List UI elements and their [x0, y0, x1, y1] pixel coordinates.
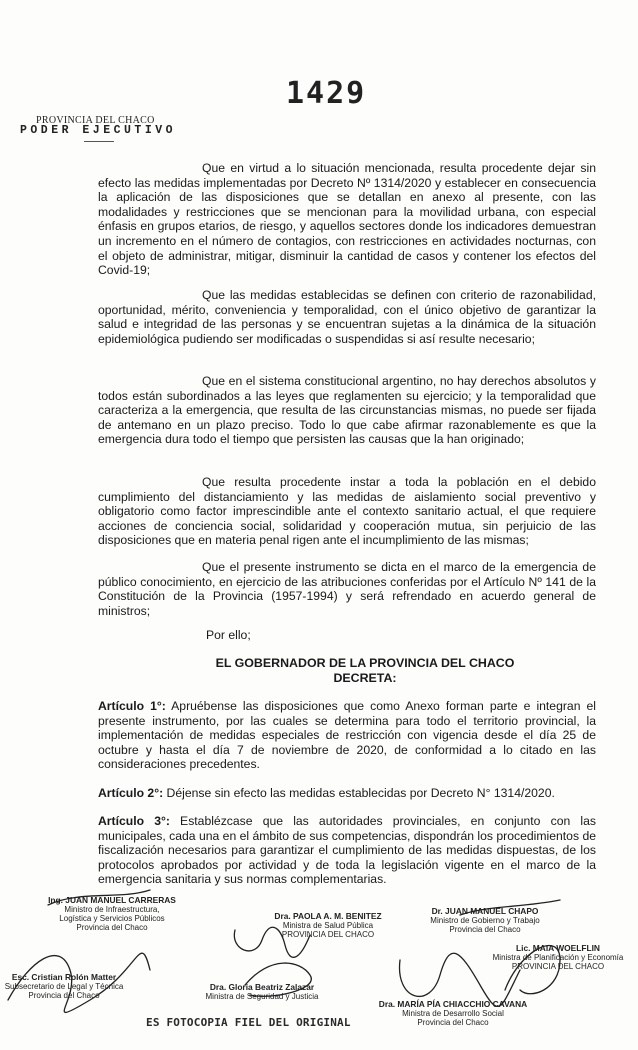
certification-stamp: ES FOTOCOPIA FIEL DEL ORIGINAL: [146, 1016, 351, 1029]
governor-heading: [150, 656, 580, 686]
decree-number: 1429: [286, 76, 367, 111]
signature-block-rolon-matter: Esc. Cristian Rolón Matter Subsecretario de Legal y Técnica Provincia del Chaco: [4, 972, 124, 1000]
province-header: PROVINCIA DEL CHACO: [36, 115, 155, 126]
paragraph-5: Que el presente instrumento se dicta en el marco de la emergencia de público conocimiento, en ejercicio de las atribuciones conferidas por el Artículo Nº 141 de la Constitución de la Provincia (1957-1994) y será refrendado en acuerdo general de ministros;: [98, 560, 596, 618]
article-3-text: Establézcase que las autoridades provinciales, en conjunto con las municipales, cada una en el ámbito de sus competencias, dispondrán los procedimientos de fiscalización necesarios para garantizar el cumplimiento de las medidas dispuestas, de los protocolos aprobados por actividad y de toda la legislación vigente en el marco de la emergencia sanitaria y sus normas complementarias.: [98, 814, 596, 887]
paragraph-1: Que en virtud a lo situación mencionada, resulta procedente dejar sin efecto las medidas implementadas por Decreto Nº 1314/2020 y establecer en consecuencia la aplicación de las disposiciones que se detallan en anexo al presente, con las modalidades y restricciones que se mencionan para la movilidad urbana, con especial énfasis en grupos etarios, de riesgo, y aquellos sectores donde los indicadores demuestran un incremento en el número de contagios, con restricciones en actividades nocturnas, con el objeto de administrar, mitigar, disminuir la cantidad de casos y contener los efectos del Covid-19;: [98, 161, 596, 278]
article-3: [98, 814, 596, 887]
paragraph-2: Que las medidas establecidas se definen con criterio de razonabilidad, oportunidad, mérito, conveniencia y temporalidad, con el único objetivo de garantizar la salud e integridad de las personas y se encuentran sujetas a la dinámica de la situación epidemiológica pudiendo ser modificadas o suspendidas si así resulte necesario;: [98, 288, 596, 346]
signature-block-benitez: Dra. PAOLA A. M. BENITEZ Ministra de Salud Pública PROVINCIA DEL CHACO: [274, 911, 382, 939]
signature-block-carreras: Ing. JUAN MANUEL CARRERAS Ministro de Infraestructura, Logística y Servicios Públicos Provincia del Chaco: [48, 895, 176, 932]
article-1-label: Artículo 1°:: [98, 699, 166, 713]
article-2-label: Artículo 2°:: [98, 786, 164, 800]
signature-block-zalazar: Dra. Gloria Beatriz Zalazar Ministra de Seguridad y Justicia: [205, 982, 319, 1001]
governor-line: EL GOBERNADOR DE LA PROVINCIA DEL CHACO: [215, 656, 515, 670]
paragraph-4: Que resulta procedente instar a toda la población en el debido cumplimiento del distanciamiento y las medidas de aislamiento social preventivo y obligatorio como factor imprescindible ante el contexto sanitario actual, el que requiere acciones de conciencia social, solidaridad y cooperación mutua, sin perjuicio de las disposiciones que en materia penal rigen ante el incumplimiento de las mismas;: [98, 475, 596, 548]
signature-block-woelflin: Lic. MAIA WOELFLIN Ministra de Planificación y Economía PROVINCIA DEL CHACO: [492, 943, 624, 971]
branch-header: PODER EJECUTIVO: [20, 124, 177, 137]
paragraph-3: Que en el sistema constitucional argentino, no hay derechos absolutos y todos están subordinados a las leyes que reglamenten su ejercicio; y la temporalidad que caracteriza a la emergencia, que resulta de las circunstancias mismas, no puede ser fijada de antemano en un plazo preciso. Todo lo que cabe afirmar razonablemente es que la emergencia dura todo el tiempo que persisten las causas que la han originado;: [98, 374, 596, 447]
header-rule: [84, 141, 114, 142]
article-1: [98, 699, 596, 772]
article-3-label: Artículo 3°:: [98, 814, 170, 828]
decreta-line: DECRETA:: [333, 671, 397, 685]
signature-block-chapo: Dr. JUAN MANUEL CHAPO Ministro de Gobierno y Trabajo Provincia del Chaco: [430, 906, 540, 934]
article-2-text: Déjense sin efecto las medidas establecidas por Decreto N° 1314/2020.: [163, 786, 555, 800]
article-1-text: Apruébense las disposiciones que como Anexo forman parte e integran el presente instrumento, por las cuales se determina para todo el territorio provincial, la implementación de medidas especiales de restricción con vigencia desde el día 25 de octubre y hasta el día 7 de noviembre de 2020, de conformidad a lo citado en las consideraciones precedentes.: [98, 699, 597, 772]
por-ello: Por ello;: [206, 628, 251, 642]
article-2: [98, 786, 596, 801]
signature-block-chiacchio: Dra. MARÍA PÍA CHIACCHIO CAVANA Ministra de Desarrollo Social Provincia del Chaco: [378, 999, 528, 1027]
